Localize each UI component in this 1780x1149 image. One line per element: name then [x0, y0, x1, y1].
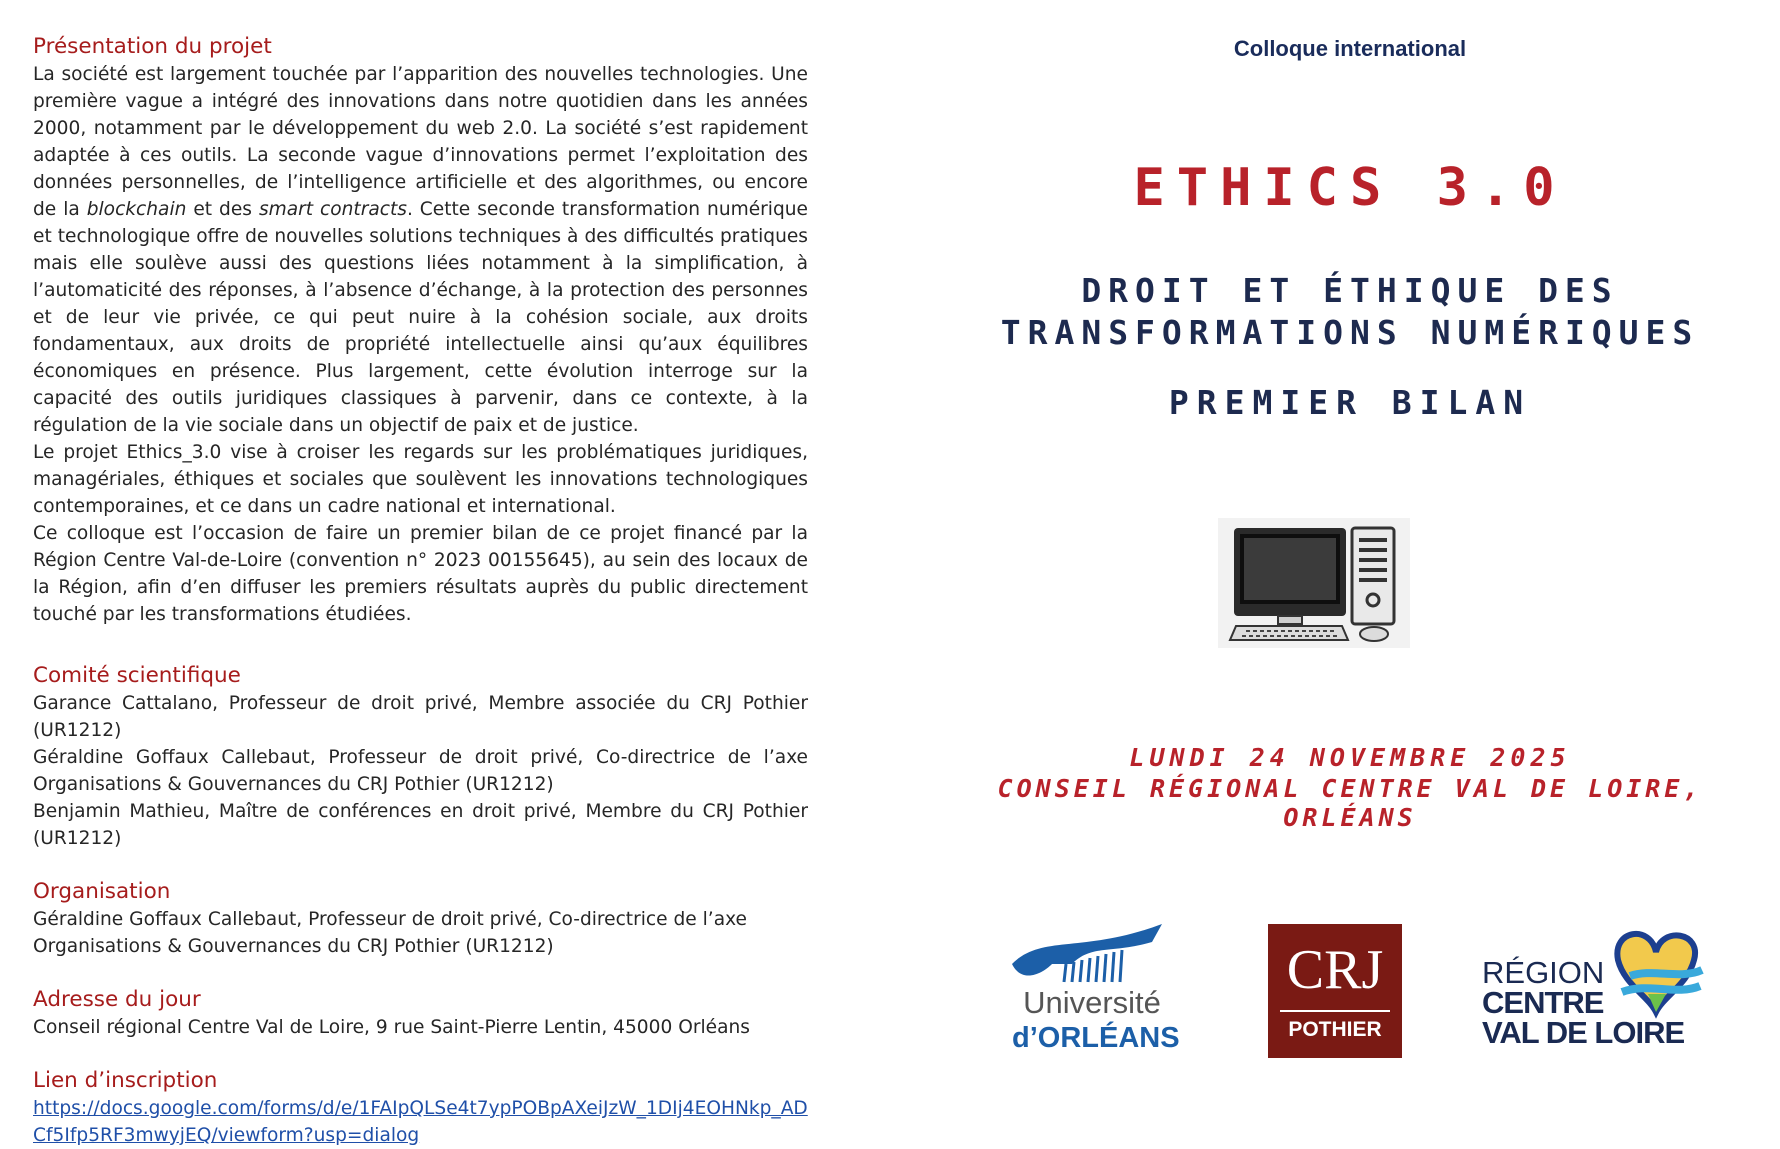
event-place: CONSEIL RÉGIONAL CENTRE VAL DE LOIRE, ORLÉANS	[997, 774, 1703, 832]
presentation-paragraph-2: Le projet Ethics_3.0 vise à croiser les regards sur les problématiques juridiques, managériales, éthiques et sociales que soulèvent les innovations technologiques contemporaines, et ce dans un cadre national et international.	[33, 442, 808, 517]
inscription-title: Lien d’inscription	[33, 1068, 218, 1093]
comite-title: Comité scientifique	[33, 663, 241, 688]
comite-member-1: Garance Cattalano, Professeur de droit privé, Membre associée du CRJ Pothier (UR1212)	[33, 693, 808, 741]
comite-member-2: Géraldine Goffaux Callebaut, Professeur de droit privé, Co-directrice de l’axe Organisations & Gouvernances du CRJ Pothier (UR1212)	[33, 747, 808, 795]
p1-emphasis-blockchain: blockchain	[86, 199, 187, 220]
event-date: LUNDI 24 NOVEMBRE 2025	[1129, 743, 1571, 772]
comite-member-3: Benjamin Mathieu, Maître de conférences en droit privé, Membre du CRJ Pothier (UR1212)	[33, 801, 808, 849]
presentation-title: Présentation du projet	[33, 34, 272, 59]
organisation-line-2: Organisations & Gouvernances du CRJ Pothier (UR1212)	[33, 936, 554, 957]
event-subtitle-bilan: PREMIER BILAN	[1168, 383, 1532, 422]
region-logo-line-1: RÉGION	[1482, 955, 1605, 990]
program-text-column	[33, 33, 808, 1149]
event-subtitle-line-1: DROIT ET ÉTHIQUE DES	[1081, 271, 1619, 310]
universite-logo-line-2: d’ORLÉANS	[1012, 1022, 1180, 1054]
adresse-text: Conseil régional Centre Val de Loire, 9 rue Saint-Pierre Lentin, 45000 Orléans	[33, 1017, 750, 1038]
p1-text: La société est largement touchée par l’apparition des nouvelles technologies. Une première vague a intégré des innovations dans notre quotidien dans les années 2000, notamment par le développement du web 2.0. La société s’est rapidement adaptée à ces outils. La seconde vague d’innovations permet l’exploitation des données personnelles, de l’intelligence artificielle et des algorithmes, ou encore de la	[33, 64, 808, 220]
crj-logo-letters: CRJ	[1286, 939, 1384, 1001]
computer-icon	[1218, 518, 1410, 648]
presentation-paragraph-3: Ce colloque est l’occasion de faire un premier bilan de ce projet financé par la Région Centre Val-de-Loire (convention n° 2023 00155645), au sein des locaux de la Région, afin d’en diffuser les premiers résultats auprès du public directement touché par les transformations étudiées.	[33, 523, 808, 625]
poster-column	[960, 0, 1740, 1148]
event-subtitle-line-2: TRANSFORMATIONS NUMÉRIQUES	[1000, 313, 1700, 352]
crj-pothier-logo	[1268, 924, 1402, 1058]
presentation-paragraph-1	[33, 61, 808, 439]
event-title: ETHICS 3.0	[1133, 158, 1567, 218]
inscription-link[interactable]: https://docs.google.com/forms/d/e/1FAIpQLSe4t7ypPOBpAXeiJzW_1DIj4EOHNkp_ADCf5Ifp5RF3mwyjEQ/viewform?usp=dialog	[33, 1098, 808, 1146]
region-logo-line-2: CENTRE	[1482, 985, 1604, 1020]
organisation-title: Organisation	[33, 879, 171, 904]
crj-logo-divider	[1280, 1010, 1390, 1012]
p1-text-mid: et des	[186, 199, 259, 220]
region-logo-line-3: VAL DE LOIRE	[1482, 1015, 1685, 1050]
organisation-line-1: Géraldine Goffaux Callebaut, Professeur de droit privé, Co-directrice de l’axe	[33, 909, 747, 930]
p1-emphasis-smart-contracts: smart contracts	[258, 199, 407, 220]
crj-logo-subtitle: POTHIER	[1288, 1018, 1382, 1041]
universite-logo-line-1: Université	[1023, 985, 1161, 1020]
adresse-title: Adresse du jour	[33, 987, 201, 1012]
p1-text-after: . Cette seconde transformation numérique et technologique offre de nouvelles solutions techniques à des difficultés pratiques mais elle soulève aussi des questions liées notamment à la simplification, à l’automaticité des réponses, à l’absence d’échange, à la protection des personnes et de leur vie privée, ce qui peut nuire à la cohésion sociale, aux droits fondamentaux, aux droits de propriété intellectuelle ainsi qu’aux équilibres économiques en présence. Plus largement, cette évolution interroge sur la capacité des outils juridiques classiques à parvenir, dans ce contexte, à la régulation de la vie sociale dans un objectif de paix et de justice.	[33, 199, 808, 436]
kicker-colloque: Colloque international	[1233, 36, 1467, 61]
